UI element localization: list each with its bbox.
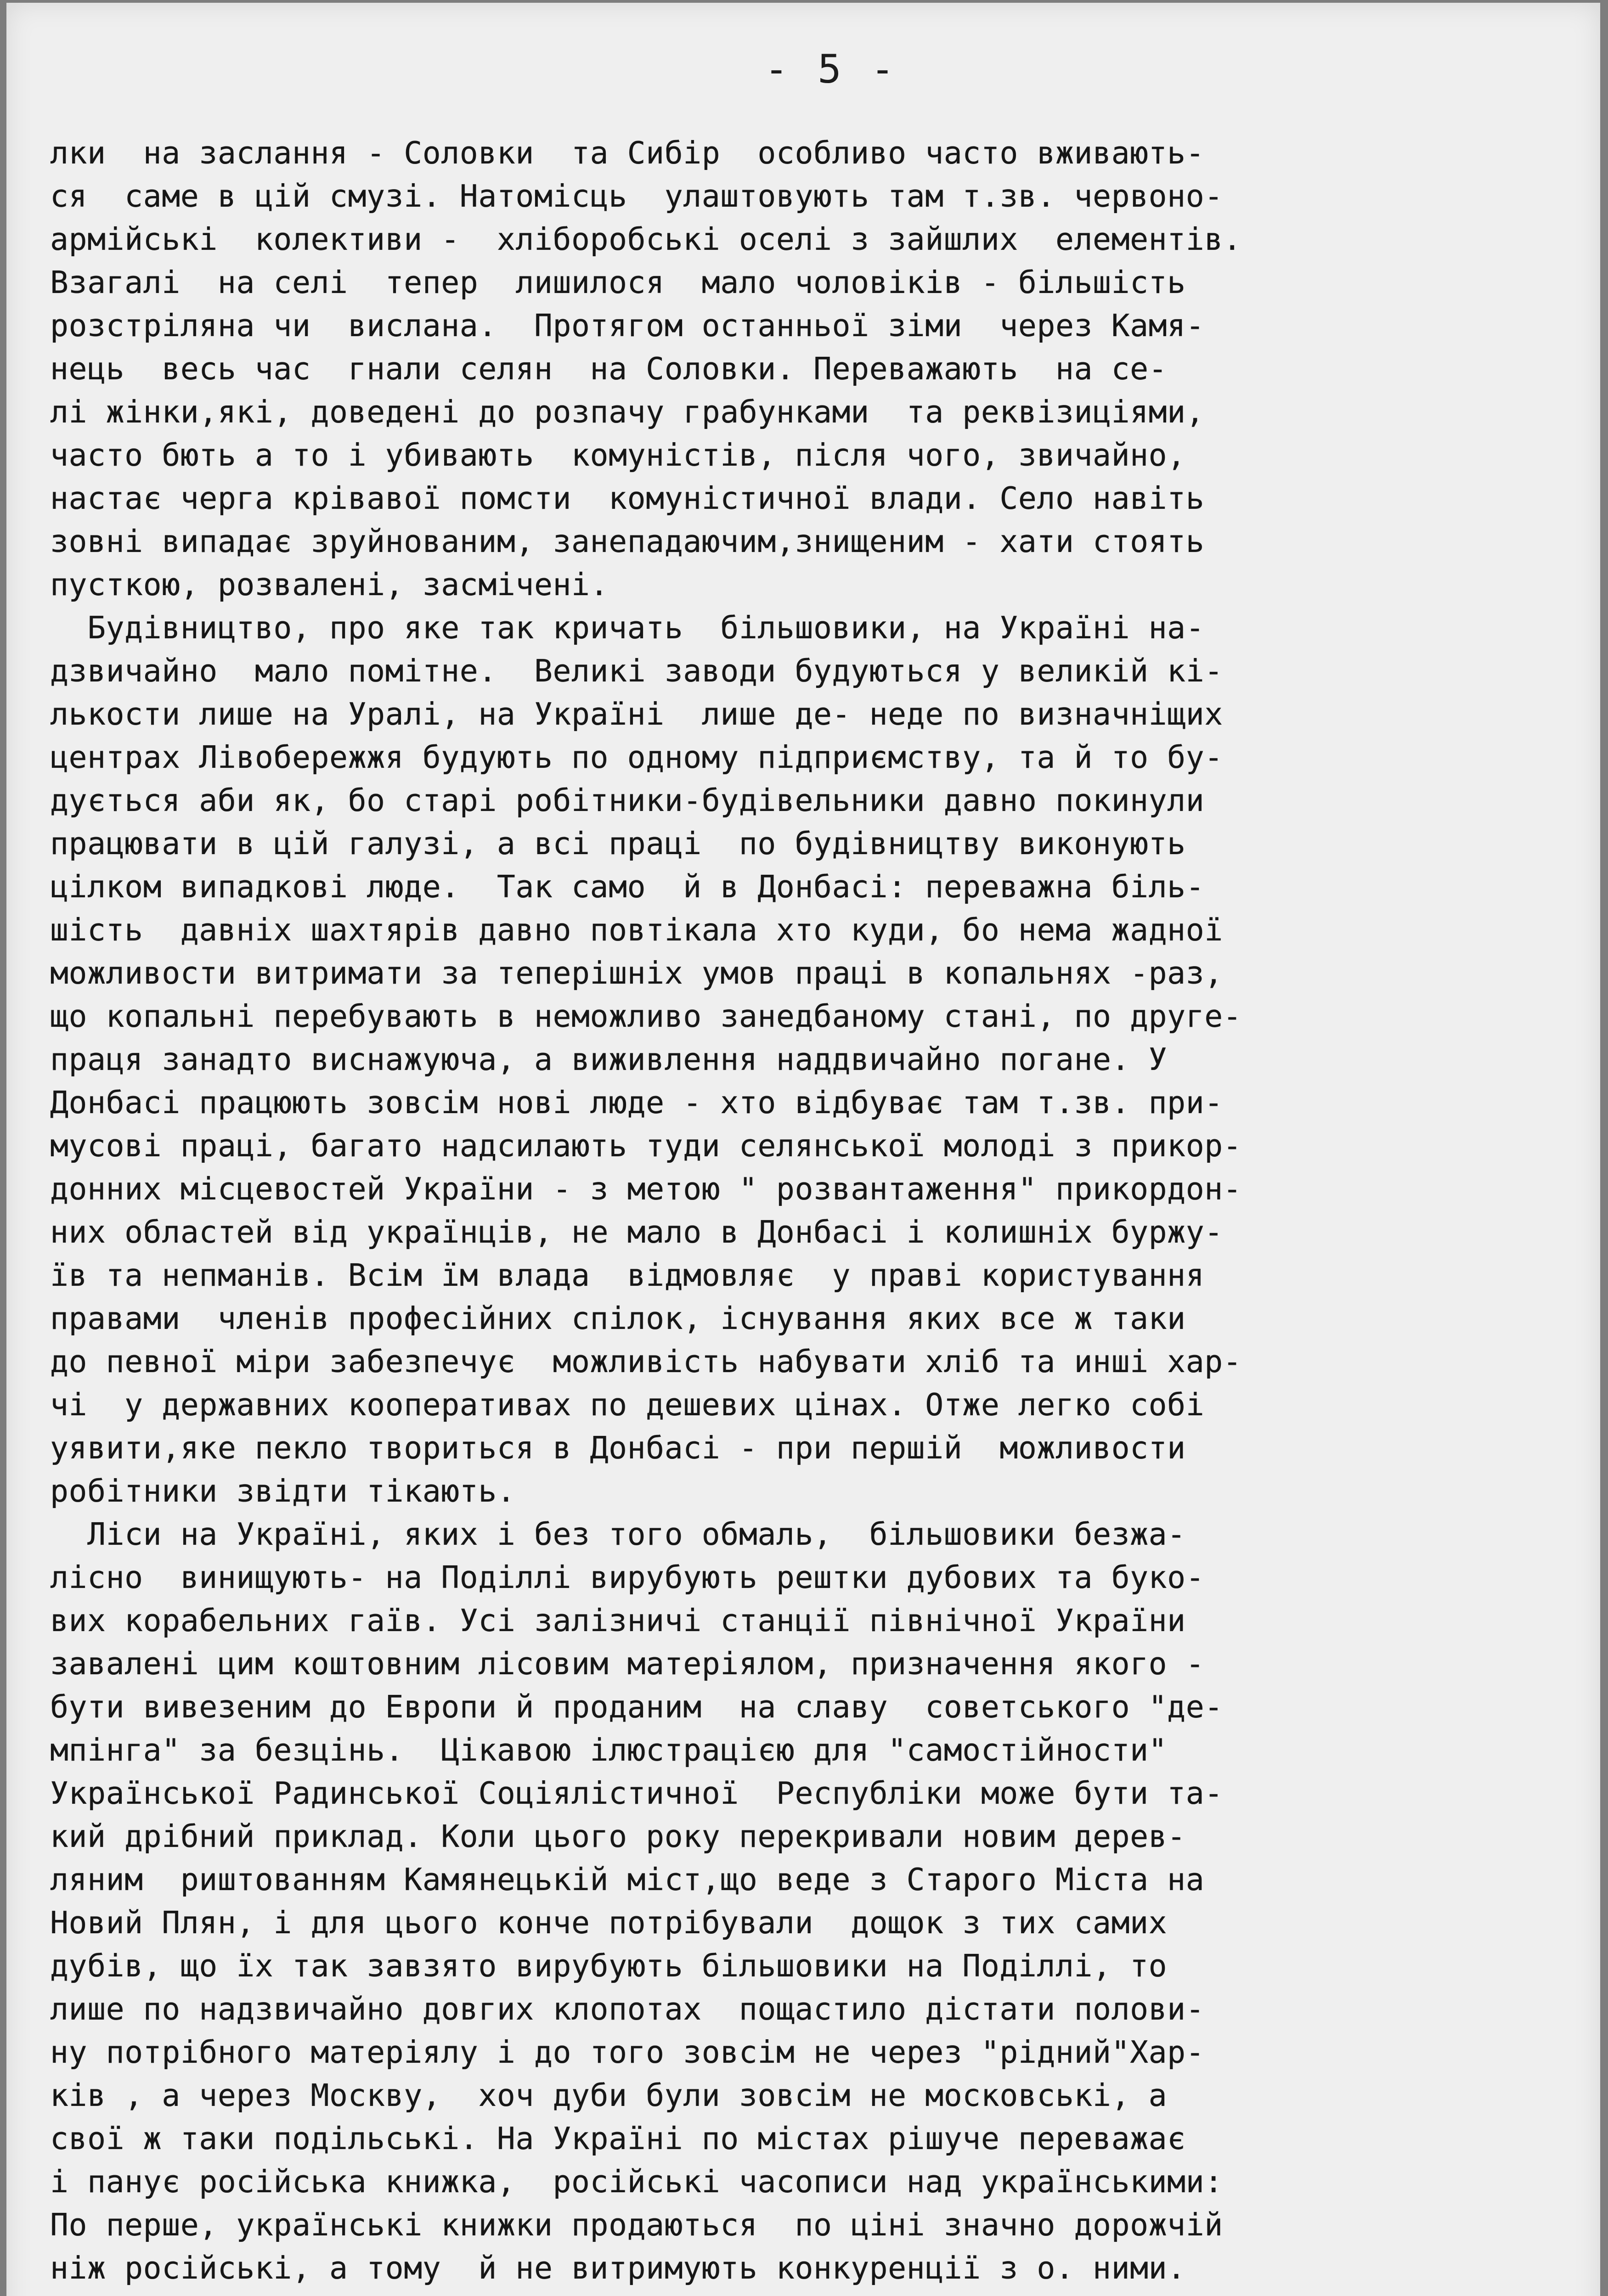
text-line: їв та непманів. Всім їм влада відмовляє у праві користування: [50, 1257, 1205, 1293]
text-line: лькости лише на Уралі, на Україні лише де- неде по визначніщих: [50, 696, 1223, 732]
text-line: центрах Лівобережжя будують по одному підприємству, та й то бу-: [50, 739, 1223, 775]
text-line: донних місцевостей України - з метою " розвантаження" прикордон-: [50, 1171, 1242, 1207]
text-line: дубів, що їх так завзято вирубують більшовики на Поділлі, то: [50, 1948, 1168, 1984]
text-line: Донбасі працюють зовсім нові люде - хто відбуває там т.зв. при-: [50, 1085, 1223, 1120]
text-line: ків , а через Москву, хоч дуби були зовсім не московські, а: [50, 2077, 1168, 2113]
text-line: розстріляна чи вислана. Протягом останньої зіми через Камя-: [50, 308, 1205, 343]
text-line: часто бють а то і убивають комуністів, після чого, звичайно,: [50, 437, 1186, 473]
page-number: - 5 -: [764, 46, 897, 92]
text-line: свої ж таки подільські. На Україні по містах рішуче переважає: [50, 2121, 1186, 2156]
text-line: праця занадто виснажуюча, а виживлення наддвичайно погане. У: [50, 1041, 1168, 1077]
text-line: і панує російська книжка, російські часописи над українськими:: [50, 2164, 1223, 2200]
text-line: Взагалі на селі тепер лишилося мало чоловіків - більшість: [50, 264, 1186, 300]
text-line: можливости витримати за теперішніх умов праці в копальнях -раз,: [50, 955, 1223, 991]
text-line: армійські колективи - хліборобські оселі з зайшлих елементів.: [50, 221, 1242, 257]
text-line: що копальні перебувають в неможливо занедбаному стані, по друге-: [50, 998, 1242, 1034]
text-line: робітники звідти тікають.: [50, 1473, 516, 1509]
text-line: дується аби як, бо старі робітники-будівельники давно покинули: [50, 782, 1205, 818]
text-line: лише по надзвичайно довгих клопотах пощастило дістати полови-: [50, 1991, 1205, 2027]
typewritten-page: [6, 3, 1600, 2296]
body-text: [50, 131, 1538, 2290]
text-line: чі у державних кооперативах по дешевих цінах. Отже легко собі: [50, 1387, 1205, 1423]
text-line: уявити,яке пекло твориться в Донбасі - при першій можливости: [50, 1430, 1186, 1466]
text-line: ся саме в цій смузі. Натомісць улаштовують там т.зв. червоно-: [50, 178, 1223, 214]
text-line: цілком випадкові люде. Так само й в Донбасі: переважна біль-: [50, 869, 1205, 905]
text-line: мпінга" за безцінь. Цікавою ілюстрацією для "самостійности": [50, 1732, 1168, 1768]
text-line: Новий Плян, і для цього конче потрібували дощок з тих самих: [50, 1905, 1168, 1941]
text-line: пусткою, розвалені, засмічені.: [50, 567, 609, 602]
text-line: По перше, українські книжки продаються по ціні значно дорожчій: [50, 2207, 1223, 2243]
text-line: мусові праці, багато надсилають туди селянської молоді з прикор-: [50, 1128, 1242, 1164]
text-line: нець весь час гнали селян на Соловки. Переважають на се-: [50, 351, 1168, 387]
text-line: працювати в цій галузі, а всі праці по будівництву виконують: [50, 826, 1186, 861]
text-line: кий дрібний приклад. Коли цього року перекривали новим дерев-: [50, 1818, 1186, 1854]
text-line: ніж російські, а тому й не витримують конкуренції з о. ними.: [50, 2250, 1186, 2286]
text-line: завалені цим коштовним лісовим матеріялом, призначення якого -: [50, 1646, 1205, 1682]
text-line: Ліси на Україні, яких і без того обмаль, більшовики безжа-: [50, 1516, 1186, 1552]
text-line: ну потрібного матеріялу і до того зовсім не через "рідний"Хар-: [50, 2034, 1205, 2070]
text-line: лі жінки,які, доведені до розпачу грабунками та реквізиціями,: [50, 394, 1205, 430]
text-line: лісно винищують- на Поділлі вирубують рештки дубових та буко-: [50, 1559, 1205, 1595]
text-line: дзвичайно мало помітне. Великі заводи будуються у великій кі-: [50, 653, 1223, 689]
text-line: вих корабельних гаїв. Усі залізничі станції північної України: [50, 1603, 1186, 1638]
text-line: до певної міри забезпечує можливість набувати хліб та инші хар-: [50, 1344, 1242, 1379]
text-line: настає черга крівавої помсти комуністичної влади. Село навіть: [50, 480, 1205, 516]
text-line: бути вивезеним до Европи й проданим на славу советського "де-: [50, 1689, 1223, 1725]
text-line: Української Радинської Соціялістичної Республіки може бути та-: [50, 1775, 1223, 1811]
text-line: правами членів професійних спілок, існування яких все ж таки: [50, 1300, 1186, 1336]
text-line: лки на заслання - Соловки та Сибір особливо часто вживають-: [50, 135, 1205, 171]
text-line: ляним риштованням Камянецькій міст,що веде з Старого Міста на: [50, 1862, 1205, 1897]
text-line: Будівництво, про яке так кричать більшовики, на Україні на-: [50, 610, 1205, 646]
text-line: зовні випадає зруйнованим, занепадаючим,знищеним - хати стоять: [50, 523, 1205, 559]
text-line: шість давніх шахтярів давно повтікала хто куди, бо нема жадної: [50, 912, 1223, 948]
text-line: них областей від українців, не мало в Донбасі і колишніх буржу-: [50, 1214, 1223, 1250]
